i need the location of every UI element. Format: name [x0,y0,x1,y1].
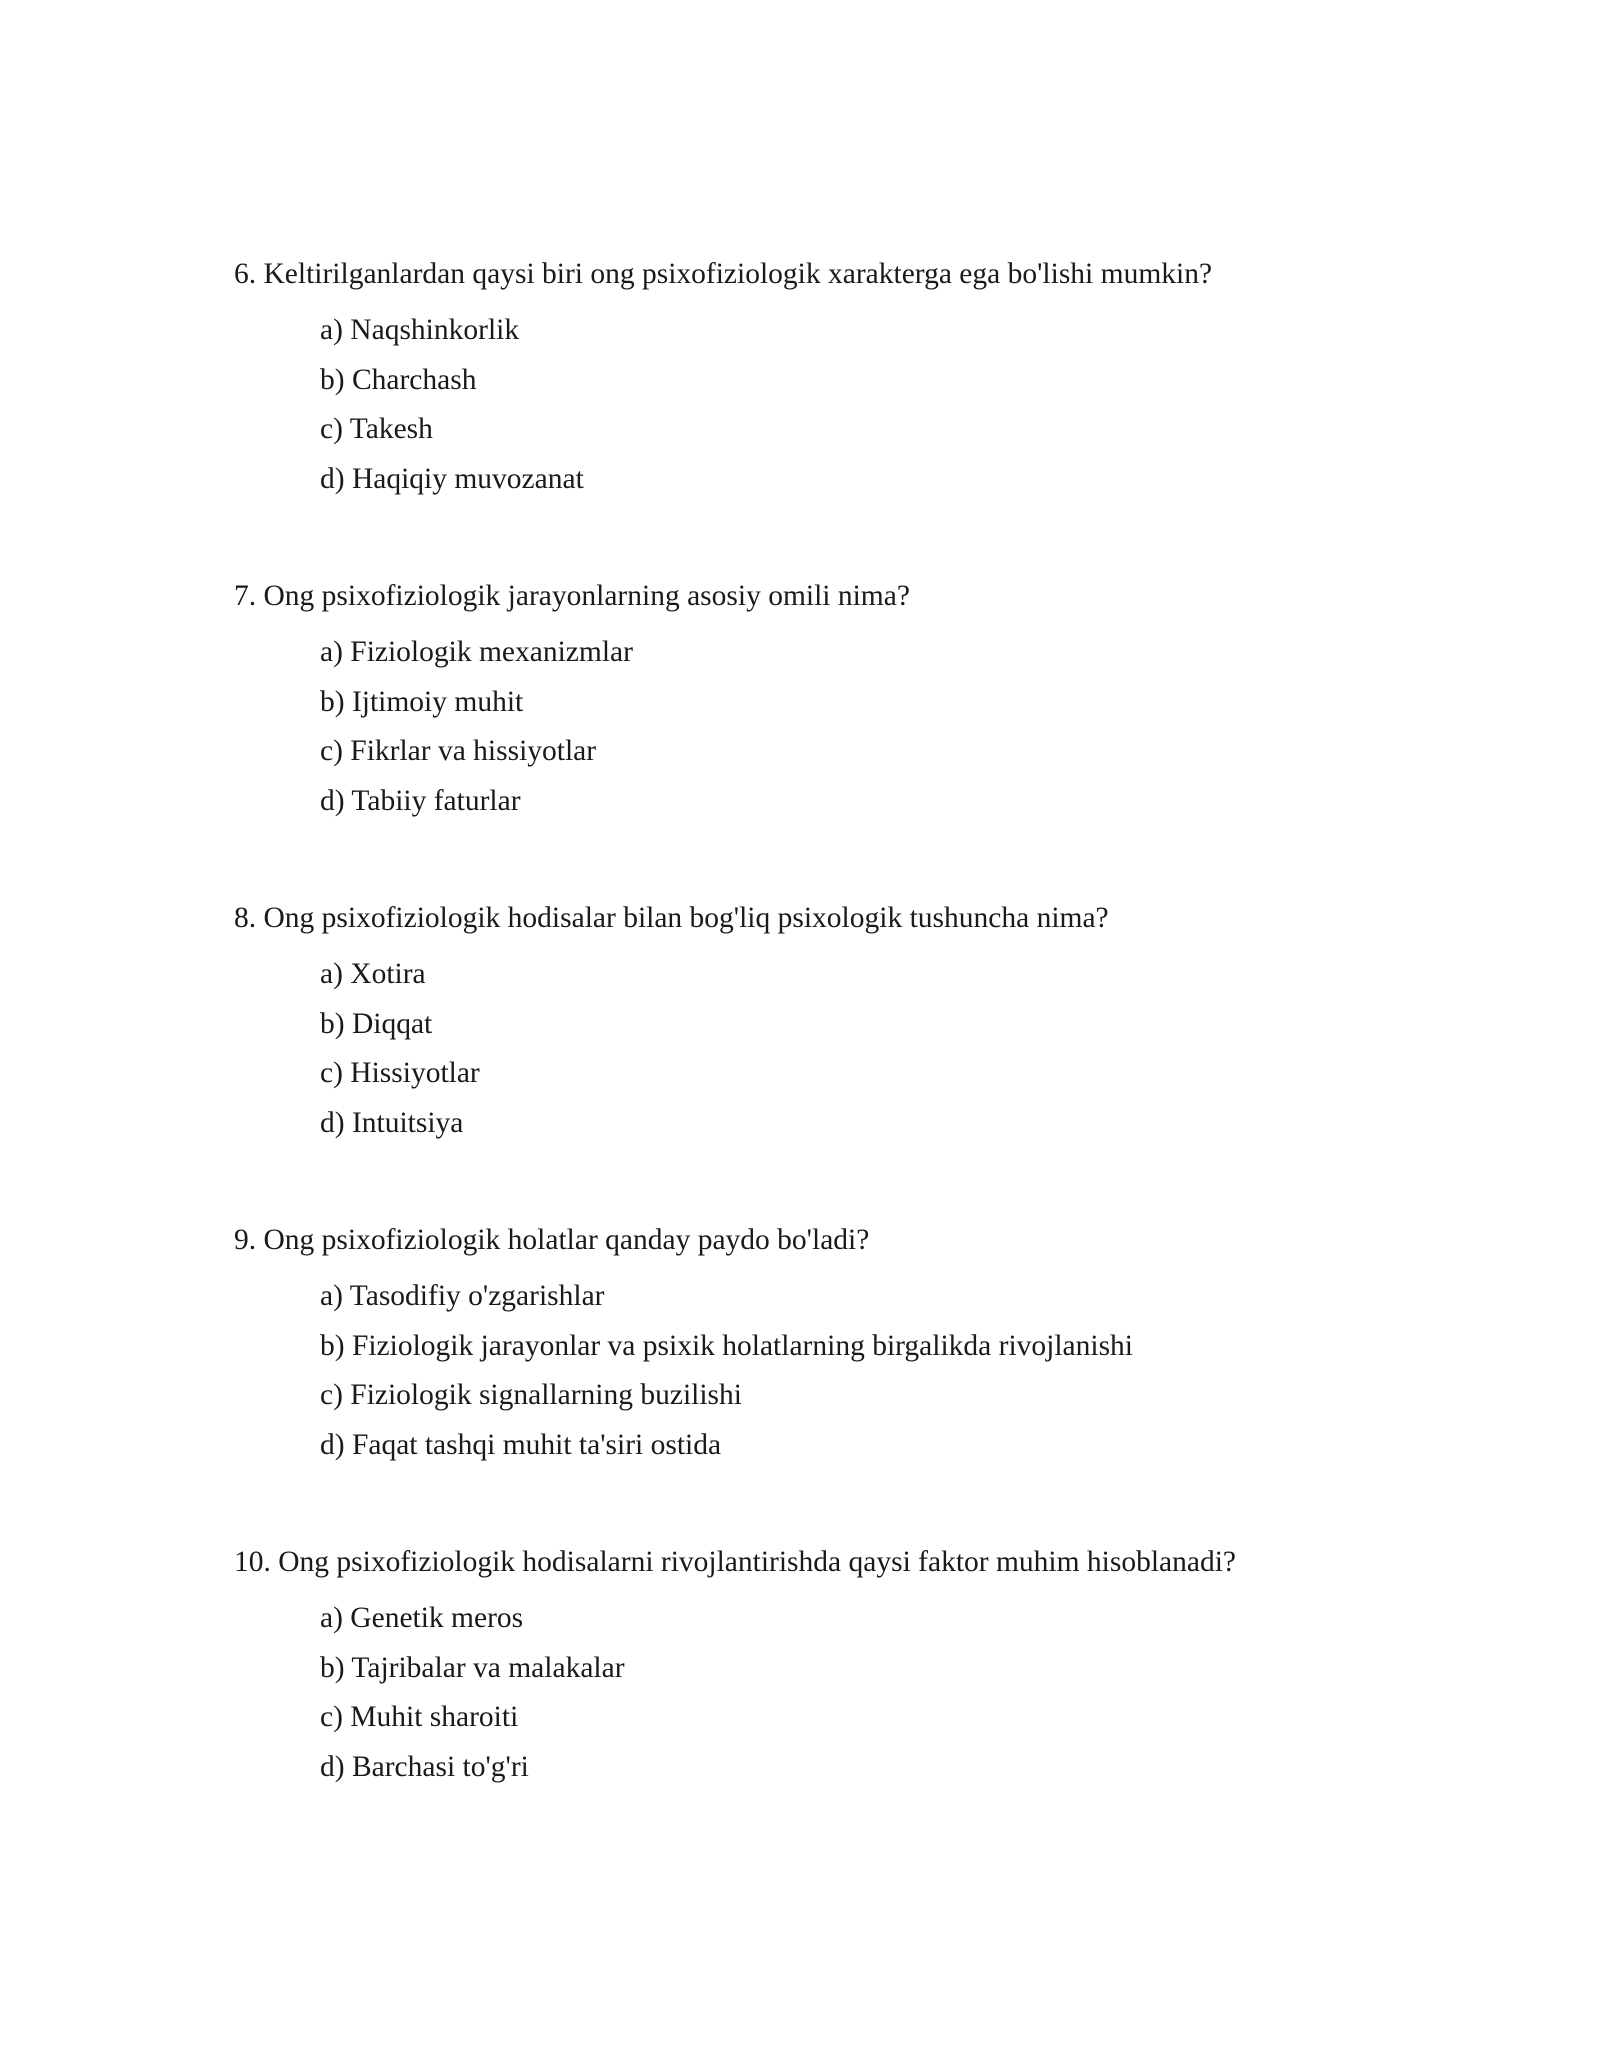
option-a: a) Naqshinkorlik [320,314,520,346]
option-b: b) Charchash [320,363,477,396]
option-list [234,628,1434,826]
question-text: 9. Ong psixofiziologik holatlar qanday paydo bo'ladi? [234,1224,870,1256]
question-6 [234,252,1434,574]
option-d: d) Barchasi to'g'ri [320,1750,529,1783]
option-c: c) Fikrlar va hissiyotlar [320,735,597,767]
question-text: 7. Ong psixofiziologik jarayonlarning asosiy omili nima? [234,580,910,612]
option-d: d) Haqiqiy muvozanat [320,462,584,495]
question-9 [234,1218,1434,1540]
option-c: c) Muhit sharoiti [320,1701,519,1733]
option-b: b) Fiziologik jarayonlar va psixik holatlarning birgalikda rivojlanishi [320,1329,1134,1362]
option-list [234,1272,1434,1470]
question-text: 6. Keltirilganlardan qaysi biri ong psixofiziologik xarakterga ega bo'lishi mumkin? [234,258,1213,290]
option-d: d) Tabiiy faturlar [320,784,521,817]
option-b: b) Tajribalar va malakalar [320,1651,625,1684]
question-7 [234,574,1434,896]
option-a: a) Fiziologik mexanizmlar [320,636,633,668]
option-a: a) Tasodifiy o'zgarishlar [320,1280,605,1312]
option-a: a) Xotira [320,958,426,990]
option-c: c) Fiziologik signallarning buzilishi [320,1379,742,1411]
question-list [234,252,1434,1862]
option-list [234,1594,1434,1792]
option-d: d) Faqat tashqi muhit ta'siri ostida [320,1428,722,1461]
option-c: c) Takesh [320,413,433,445]
option-d: d) Intuitsiya [320,1106,464,1139]
question-8 [234,896,1434,1218]
option-b: b) Diqqat [320,1007,433,1040]
option-c: c) Hissiyotlar [320,1057,480,1089]
option-a: a) Genetik meros [320,1602,524,1634]
question-text: 8. Ong psixofiziologik hodisalar bilan bog'liq psixologik tushuncha nima? [234,902,1109,934]
option-list [234,950,1434,1148]
question-10 [234,1540,1434,1862]
question-text: 10. Ong psixofiziologik hodisalarni rivojlantirishda qaysi faktor muhim hisoblanadi? [234,1546,1237,1578]
option-list [234,306,1434,504]
option-b: b) Ijtimoiy muhit [320,685,524,718]
